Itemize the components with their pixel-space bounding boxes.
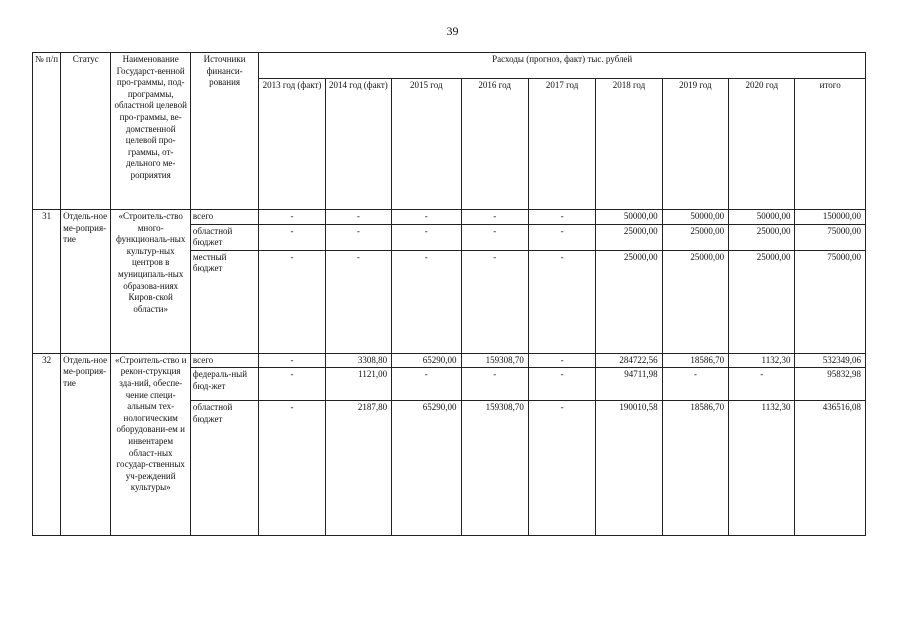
header-expenses: Расходы (прогноз, факт) тыс. рублей <box>259 53 866 79</box>
row-status: Отдель-ное ме-роприя-тие <box>61 210 111 354</box>
value-cell: 18586,70 <box>662 401 728 536</box>
value-cell: 25000,00 <box>596 250 662 353</box>
value-cell: 65290,00 <box>392 401 461 536</box>
value-cell: - <box>528 250 595 353</box>
value-cell: 284722,56 <box>596 353 662 368</box>
value-cell: 25000,00 <box>662 250 728 353</box>
value-cell: - <box>259 224 325 250</box>
total-cell: 75000,00 <box>795 250 866 353</box>
value-cell: 2187,80 <box>325 401 391 536</box>
value-cell: - <box>392 210 461 225</box>
value-cell: - <box>528 401 595 536</box>
value-cell: 25000,00 <box>729 250 795 353</box>
year-header: 2016 год <box>461 79 528 210</box>
value-cell: - <box>461 224 528 250</box>
value-cell: - <box>325 210 391 225</box>
total-header: итого <box>795 79 866 210</box>
value-cell: 50000,00 <box>662 210 728 225</box>
value-cell: 3308,80 <box>325 353 391 368</box>
header-num: № п/п <box>33 53 61 210</box>
value-cell: 50000,00 <box>596 210 662 225</box>
value-cell: - <box>259 368 325 401</box>
row-number: 32 <box>33 353 61 536</box>
source-cell: всего <box>190 353 258 368</box>
value-cell: - <box>729 368 795 401</box>
year-header: 2015 год <box>392 79 461 210</box>
value-cell: 25000,00 <box>729 224 795 250</box>
value-cell: 190010,58 <box>596 401 662 536</box>
value-cell: - <box>392 368 461 401</box>
row-status: Отдель-ное ме-роприя-тие <box>61 353 111 536</box>
total-cell: 95832,98 <box>795 368 866 401</box>
value-cell: - <box>259 401 325 536</box>
value-cell: 65290,00 <box>392 353 461 368</box>
row-name: «Строитель-ство много-функциональ-ных культур-ных центров в муниципаль-ных образова-ниях Киров-ской области» <box>111 210 190 354</box>
value-cell: - <box>259 353 325 368</box>
value-cell: - <box>662 368 728 401</box>
value-cell: - <box>528 224 595 250</box>
source-cell: областной бюджет <box>190 401 258 536</box>
row-name: «Строитель-ство и рекон-струкция зда-ний, обеспе-чение специ-альным тех-нологическим оборудовани-ем и инвентарем област-ных государ-ственных уч-реждений культуры» <box>111 353 190 536</box>
value-cell: - <box>392 224 461 250</box>
value-cell: - <box>259 210 325 225</box>
value-cell: - <box>259 250 325 353</box>
page-number: 39 <box>446 24 459 38</box>
year-header: 2013 год (факт) <box>259 79 325 210</box>
value-cell: - <box>325 224 391 250</box>
row-number: 31 <box>33 210 61 354</box>
year-header: 2020 год <box>729 79 795 210</box>
value-cell: - <box>461 368 528 401</box>
value-cell: - <box>528 368 595 401</box>
header-status: Статус <box>61 53 111 210</box>
value-cell: - <box>528 210 595 225</box>
source-cell: местный бюджет <box>190 250 258 353</box>
table-row <box>33 353 866 368</box>
value-cell: 1121,00 <box>325 368 391 401</box>
expenses-table <box>32 52 866 536</box>
source-cell: областной бюджет <box>190 224 258 250</box>
table-row <box>33 210 866 225</box>
source-cell: федераль-ный бюд-жет <box>190 368 258 401</box>
value-cell: 25000,00 <box>662 224 728 250</box>
total-cell: 75000,00 <box>795 224 866 250</box>
year-header: 2019 год <box>662 79 728 210</box>
source-cell: всего <box>190 210 258 225</box>
year-header: 2017 год <box>528 79 595 210</box>
value-cell: 1132,30 <box>729 353 795 368</box>
value-cell: 1132,30 <box>729 401 795 536</box>
value-cell: - <box>461 210 528 225</box>
year-header: 2014 год (факт) <box>325 79 391 210</box>
value-cell: 159308,70 <box>461 353 528 368</box>
total-cell: 150000,00 <box>795 210 866 225</box>
header-source: Источники финанси-рования <box>190 53 258 210</box>
header-name: Наименование Государст-венной про-граммы, под-программы, областной целевой про-граммы, ве-домственной целевой про-граммы, от-дельного ме-роприятия <box>111 53 190 210</box>
year-header: 2018 год <box>596 79 662 210</box>
value-cell: 50000,00 <box>729 210 795 225</box>
value-cell: 94711,98 <box>596 368 662 401</box>
total-cell: 532349,06 <box>795 353 866 368</box>
value-cell: 25000,00 <box>596 224 662 250</box>
total-cell: 436516,08 <box>795 401 866 536</box>
value-cell: 159308,70 <box>461 401 528 536</box>
value-cell: - <box>528 353 595 368</box>
value-cell: 18586,70 <box>662 353 728 368</box>
value-cell: - <box>392 250 461 353</box>
value-cell: - <box>461 250 528 353</box>
value-cell: - <box>325 250 391 353</box>
